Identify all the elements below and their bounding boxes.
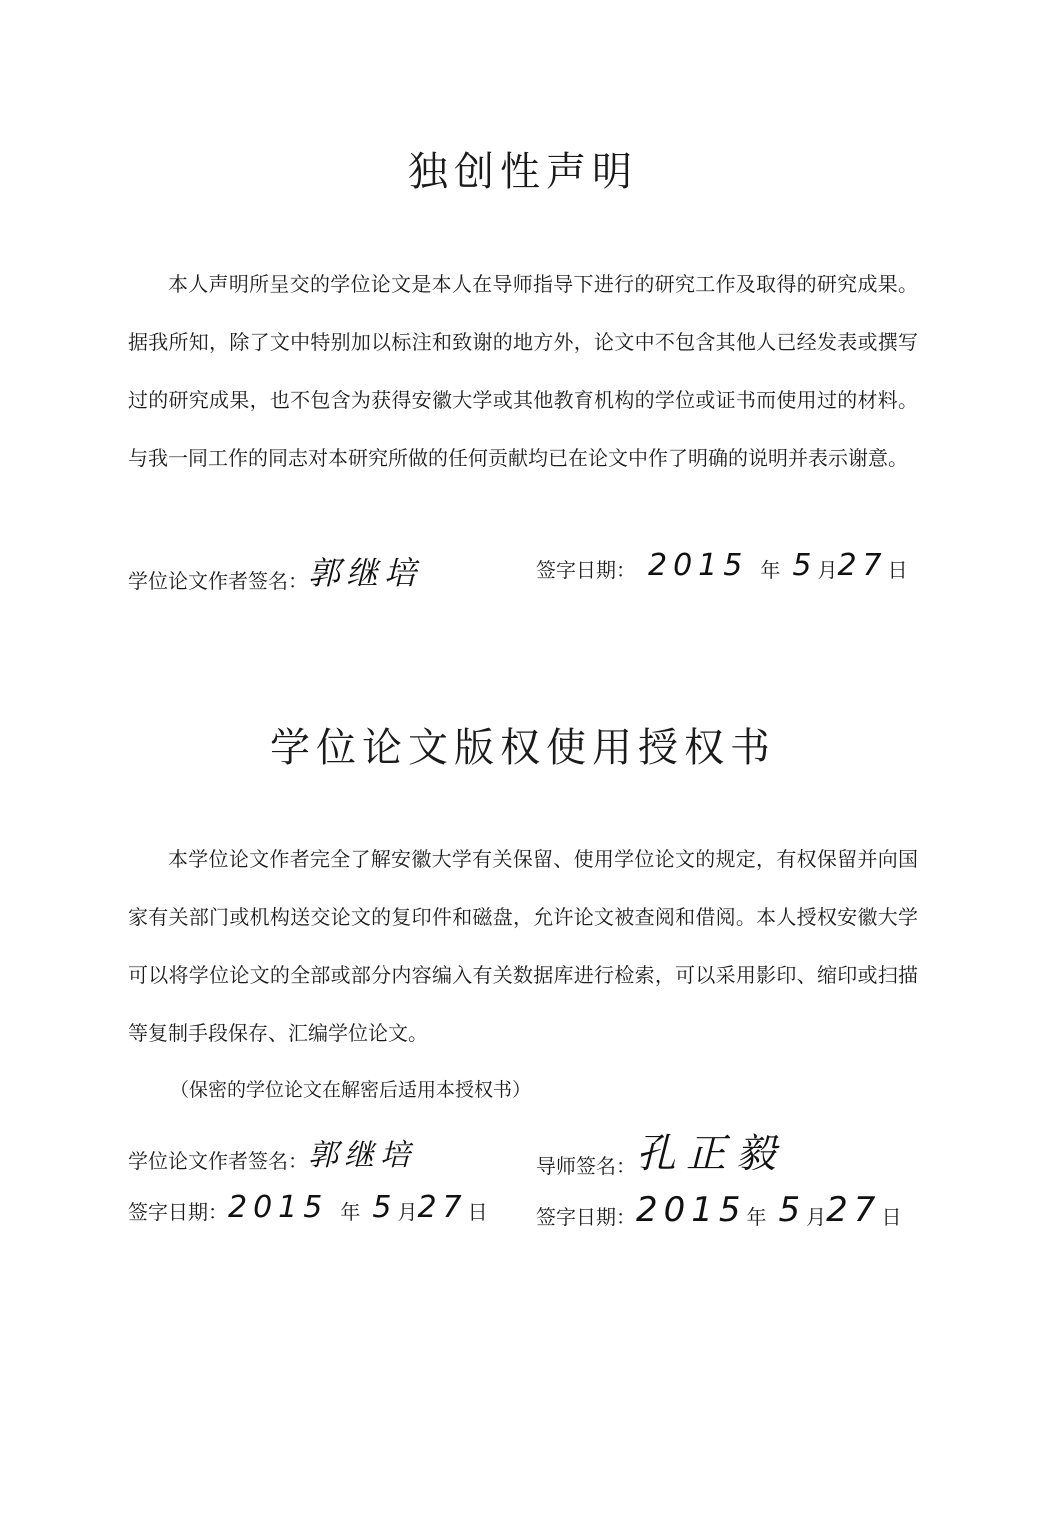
date-label: 签字日期： [128,1200,228,1224]
declaration-body: 本人声明所呈交的学位论文是本人在导师指导下进行的研究工作及取得的研究成果。据我所知，除了文中特别加以标注和致谢的地方外，论文中不包含其他人已经发表或撰写过的研究成果，也不包含为获得安徽大学或其他教育机构的学位或证书而使用过的材料。与我一同工作的同志对本研究所做的任何贡献均已在论文中作了明确的说明并表示谢意。 [128,272,918,470]
year-char: 年 [746,1205,767,1229]
author-handwritten-signature: 郭继培 [308,1138,416,1173]
authorization-author-date-line [128,1190,488,1225]
declaration-date-line [536,548,908,583]
date-day-handwritten: 27 [417,1190,468,1225]
date-day-handwritten: 27 [837,548,888,583]
advisor-handwritten-signature: 孔正毅 [636,1131,786,1177]
date-label: 签字日期： [536,1205,636,1229]
author-signature-label: 学位论文作者签名： [128,1149,308,1173]
date-year-handwritten: 2015 [636,1190,747,1230]
day-char: 日 [881,1205,902,1229]
date-month-handwritten: 5 [372,1190,398,1225]
authorization-body: 本学位论文作者完全了解安徽大学有关保留、使用学位论文的规定，有权保留并向国家有关部门或机构送交论文的复印件和磁盘，允许论文被查阅和借阅。本人授权安徽大学可以将学位论文的全部或部分内容编入有关数据库进行检索，可以采用影印、缩印或扫描等复制手段保存、汇编学位论文。 [128,847,918,1045]
month-char: 月 [817,558,838,582]
author-handwritten-signature: 郭继培 [308,554,423,592]
authorization-title: 学位论文版权使用授权书 [270,725,776,771]
month-char: 月 [806,1205,827,1229]
author-signature-label: 学位论文作者签名： [128,569,308,593]
confidential-note: （保密的学位论文在解密后适用本授权书） [170,1079,532,1101]
date-month-handwritten: 5 [792,548,818,583]
day-char: 日 [887,558,908,582]
date-month-handwritten: 5 [778,1190,807,1230]
advisor-signature-label: 导师签名： [536,1154,636,1178]
advisor-signature-line [536,1122,786,1179]
authorization-author-signature-line [128,1130,416,1174]
year-char: 年 [760,558,781,582]
month-char: 月 [397,1200,418,1224]
day-char: 日 [467,1200,488,1224]
date-year-handwritten: 2015 [228,1190,329,1225]
date-day-handwritten: 27 [826,1190,882,1230]
date-label: 签字日期： [536,558,636,582]
declaration-author-signature-line [128,548,422,594]
advisor-date-line [536,1190,901,1230]
date-year-handwritten: 2015 [648,548,749,583]
declaration-title: 独创性声明 [408,149,638,195]
year-char: 年 [340,1200,361,1224]
